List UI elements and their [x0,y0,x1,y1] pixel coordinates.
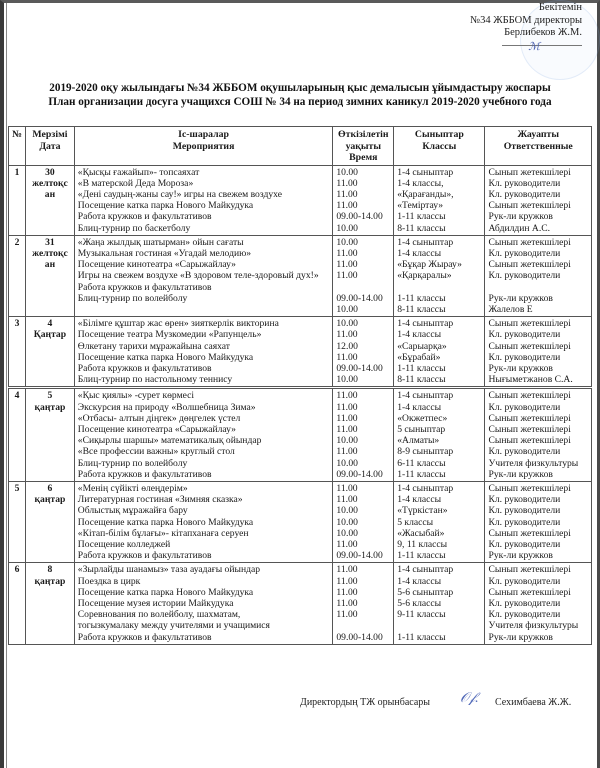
activity-item: «Кітап-білім бұлағы»- кітапханаға серуен [77,527,249,539]
time-item: 10.00 [336,516,358,528]
activity-item: Игры на свежем воздухе «В здоровом теле-здоровый дух!» [77,270,319,282]
class-item: 1-4 классы [397,575,442,587]
responsible-item: Рук-ли кружков [488,550,553,562]
header-responsible [485,127,592,166]
responsible-item: Рук-ли кружков [488,631,553,643]
responsible-item: Сынып жетекшілері [488,423,571,435]
class-item: 1-4 сыныптар [397,318,454,330]
time-item: 11.00 [336,598,358,609]
responsible-item: Кл. руководители [488,177,561,189]
class-item: 1-4 сыныптар [397,236,454,248]
row-date [26,388,75,482]
time-item: 10.00 [336,166,358,178]
table-row [9,235,592,316]
time-item: 10.00 [336,236,358,248]
time-item [336,282,390,293]
activity-item: Работа кружков и факультативов [77,281,212,293]
activity-item: тогызкумалаку между учителями и учащимися [77,620,270,632]
header-classes [394,127,485,166]
row-classes [394,481,485,562]
date-part: 4 [47,318,53,330]
header-classes-kz: Сыныптар [414,129,464,140]
activity-item: Посещение кинотеатра «Сарыжайлау» [77,423,236,435]
header-time-kz2: уақыты [345,140,382,152]
time-item: 11.00 [336,538,358,550]
class-item: 9-11 классы [397,609,446,621]
time-item: 11.00 [336,586,358,598]
responsible-item: Жалелов Е [488,303,533,315]
time-item: 10.00 [336,505,358,517]
class-item: 5 классы [397,516,434,528]
time-item: 11.00 [336,188,358,200]
row-times [333,481,394,562]
time-item: 11.00 [336,259,358,271]
header-activities-ru: Мероприятия [172,140,235,152]
date-part: қаңтар [34,575,66,587]
row-date [26,317,75,388]
class-item: «Теміртау» [397,200,444,212]
time-item: 09.00-14.00 [336,468,383,480]
responsible-item: Кл. руководители [488,401,561,413]
handwritten-signature-icon: 𝒪𝒻. [460,691,479,706]
class-item: 5-6 классы [397,598,442,609]
header-time-ru: Время [349,152,378,163]
activity-item: Работа кружков и факультативов [77,550,212,562]
responsible-item: Сынып жетекшілері [488,527,571,539]
activity-item: Өлкетану тарихи мұражайына саяхат [77,340,230,352]
date-part: 30 [45,166,55,178]
activity-item: Поездка в цирк [77,575,141,587]
activity-item: Соревнования по волейболу, шахматам, [77,609,241,621]
time-item: 10.00 [336,527,358,539]
responsible-item: Сынып жетекшілері [488,390,571,402]
activity-item: Блиц-турнир по баскетболу [77,222,191,234]
time-item: 11.00 [336,200,358,212]
document-titles [0,81,600,109]
activity-item: Музыкальная гостиная «Угадай мелодию» [77,247,252,259]
responsible-item: Кл. руководители [488,494,561,506]
responsible-item: Кл. руководители [488,516,561,528]
activity-item: «В матерской Деда Мороза» [77,177,194,189]
time-item: 11.00 [336,177,358,189]
row-number: 3 [9,317,26,388]
table-row [9,563,592,644]
class-item: 5-6 сыныптар [397,586,454,598]
row-date [26,165,75,235]
date-part: желтоқс [32,177,68,189]
class-item: 5 сыныптар [397,423,446,435]
time-item: 11.00 [336,412,358,424]
class-item: «Окжетпес» [397,412,448,424]
activity-item: «Сиқырлы шаршы» математикалық ойындар [77,435,262,447]
time-item: 11.00 [336,390,358,402]
class-item: 1-11 классы [397,292,446,304]
class-item: 8-11 классы [397,374,446,386]
class-item: «Бұрабай» [397,351,441,363]
date-part: желтоқс [32,247,68,259]
header-date-ru: Дата [39,140,61,152]
time-item: 11.00 [336,446,358,458]
table-row [9,481,592,562]
time-item: 11.00 [336,564,358,576]
class-item: 1-11 классы [397,550,446,562]
time-item: 11.00 [336,329,358,341]
class-item: 1-11 классы [397,468,446,480]
class-item: «Сарыарқа» [397,340,447,352]
approval-signature-line [502,40,582,46]
row-activities [74,481,333,562]
responsible-item: Сынып жетекшілері [488,340,571,352]
responsible-item: Кл. руководители [488,188,561,200]
activity-item: Работа кружков и факультативов [77,631,212,643]
row-times [333,317,394,388]
row-classes [394,317,485,388]
class-item: 8-11 классы [397,222,446,234]
row-date [26,563,75,644]
row-activities [74,235,333,316]
activity-item: Посещение катка парка Нового Майкудука [77,351,254,363]
class-item: «Жасыбай» [397,527,445,539]
row-responsible [485,481,592,562]
row-activities [74,165,333,235]
row-times [333,165,394,235]
activity-item: «Қыс қиялы» -сурет көрмесі [77,390,195,402]
class-item: 8-9 сыныптар [397,446,454,458]
row-number: 5 [9,481,26,562]
time-item: 11.00 [336,609,358,621]
time-item: 09.00-14.00 [336,631,383,643]
responsible-item: Кл. руководители [488,329,561,341]
activity-item: Блиц-турнир по настольному теннису [77,374,233,386]
header-time-kz1: Өткізілетін [338,129,389,140]
header-activities-kz: Іс-шаралар [178,129,229,140]
time-item: 10.00 [336,457,358,469]
responsible-item: Рук-ли кружков [488,211,553,223]
row-responsible [485,388,592,482]
activity-item: «Менің сүйікті өлеңдерім» [77,482,188,494]
header-date [26,127,75,166]
row-times [333,563,394,644]
date-part: Қаңтар [33,329,67,341]
activity-item: «Все профессии важны» круглый стол [77,446,235,458]
activity-item: Работа кружков и факультативов [77,211,212,223]
header-time [333,127,394,166]
table-row [9,317,592,388]
responsible-item: Сынып жетекшілері [488,318,571,330]
title-kazakh: 2019-2020 оқу жылындағы №34 ЖББОМ оқушыларының қыс демалысын ұйымдастыру жоспары [49,82,551,94]
activity-item: «Дені саудың-жаны сау!» игры на свежем воздухе [77,188,282,200]
header-date-kz: Мерзімі [32,129,68,140]
time-item: 11.00 [336,575,358,587]
header-classes-ru: Классы [422,140,457,152]
activity-item: «Қысқы ғажайып»- топсаяхат [77,166,200,178]
responsible-item: Сынып жетекшілері [488,564,571,576]
class-item [397,282,481,293]
date-part: ан [44,188,56,200]
row-number: 6 [9,563,26,644]
responsible-item: Рук-ли кружков [488,362,553,374]
responsible-item: Рук-ли кружков [488,468,553,480]
row-classes [394,165,485,235]
row-responsible [485,235,592,316]
approval-position: №34 ЖББОМ директоры [470,14,582,26]
activity-item: Посещение театра Музкомедии «Рапунцель» [77,329,262,341]
time-item: 11.00 [336,401,358,413]
time-item: 11.00 [336,482,358,494]
class-item: 1-11 классы [397,362,446,374]
time-item: 10.00 [336,222,358,234]
deputy-role: Директордың ТЖ орынбасары [300,697,430,708]
date-part: қаңтар [34,401,66,413]
class-item: 1-11 классы [397,631,446,643]
responsible-item: Учителя физкультуры [488,457,579,469]
responsible-item: Сынып жетекшілері [488,412,571,424]
row-classes [394,388,485,482]
table-row [9,165,592,235]
table-header-row [9,127,592,166]
responsible-item: Сынып жетекшілері [488,200,571,212]
responsible-item: Рук-ли кружков [488,292,553,304]
activity-item: «Зырлайды шанамыз» таза ауадағы ойындар [77,564,261,576]
table-row [9,388,592,482]
header-number: № [9,127,26,166]
responsible-item: Сынып жетекшілері [488,435,571,447]
time-item: 09.00-14.00 [336,292,383,304]
activity-item: «Білімге құштар жас өрен» зияткерлік викторина [77,318,279,330]
class-item: 8-11 классы [397,303,446,315]
time-item: 11.00 [336,270,358,282]
responsible-item: Сынып жетекшілері [488,482,571,494]
header-responsible-ru: Ответственные [503,140,573,152]
row-activities [74,317,333,388]
row-times [333,235,394,316]
row-times [333,388,394,482]
director-signature-icon: ℳ [528,41,540,53]
class-item: 1-4 классы [397,401,442,413]
time-item: 11.00 [336,247,358,259]
responsible-item: Кл. руководители [488,446,561,458]
activity-item: Работа кружков и факультативов [77,362,212,374]
row-activities [74,563,333,644]
time-item: 12.00 [336,340,358,352]
responsible-item: Кл. руководители [488,247,561,259]
activity-item: Блиц-турнир по волейболу [77,457,188,469]
responsible-item: Кл. руководители [488,609,561,621]
row-activities [74,388,333,482]
class-item: «Қарағанды», [397,188,454,200]
activity-item: «Жаңа жылдық шатырман» ойын сағаты [77,236,244,248]
approval-heading: Бекітемін [538,2,582,13]
responsible-item: Нығыметжанов С.А. [488,374,573,386]
class-item: 1-4 сыныптар [397,482,454,494]
activity-item: Посещение колледжей [77,538,171,550]
date-part: 8 [47,564,53,576]
time-item: 11.00 [336,351,358,363]
activity-item: Посещение катка парка Нового Майкудука [77,200,254,212]
row-responsible [485,165,592,235]
class-item: 1-4 сыныптар [397,166,454,178]
class-item: 6-11 классы [397,457,446,469]
responsible-item: Кл. руководители [488,575,561,587]
class-item: «Түркістан» [397,505,448,517]
class-item: «Қарқаралы» [397,270,452,282]
time-item: 09.00-14.00 [336,211,383,223]
responsible-item [488,282,588,293]
date-part: 6 [47,482,53,494]
class-item: «Бұқар Жырау» [397,259,462,271]
header-responsible-kz: Жауапты [517,129,559,140]
activity-plan-table [8,126,592,645]
approval-block [470,2,582,46]
date-part: 5 [47,390,53,402]
class-item: 1-4 сыныптар [397,564,454,576]
class-item: 1-11 классы [397,211,446,223]
time-item: 09.00-14.00 [336,362,383,374]
class-item: 1-4 классы [397,247,442,259]
time-item: 10.00 [336,374,358,386]
activity-item: Экскурсия на природу «Волшебница Зима» [77,401,256,413]
row-date [26,235,75,316]
deputy-name: Сехимбаева Ж.Ж. [495,697,572,708]
table-body [9,165,592,644]
row-responsible [485,563,592,644]
class-item: 1-4 классы [397,329,442,341]
class-item: 1-4 классы [397,494,442,506]
responsible-item: Учителя физкультуры [488,620,579,632]
activity-item: Блиц-турнир по волейболу [77,292,188,304]
responsible-item: Сынып жетекшілері [488,586,571,598]
responsible-item: Сынып жетекшілері [488,166,571,178]
responsible-item: Сынып жетекшілері [488,236,571,248]
activity-item: Работа кружков и факультативов [77,468,212,480]
responsible-item: Абдилдин А.С. [488,222,551,234]
activity-item: Облыстық мұражайға бару [77,505,188,517]
responsible-item: Кл. руководители [488,505,561,517]
title-russian: План организации досуга учащихся СОШ № 34 на период зимних каникул 2019-2020 учебного года [48,96,552,108]
time-item: 10.00 [336,303,358,315]
row-classes [394,563,485,644]
row-number: 2 [9,235,26,316]
class-item: «Алматы» [397,435,440,447]
responsible-item: Кл. руководители [488,351,561,363]
responsible-item: Кл. руководители [488,538,561,550]
time-item: 09.00-14.00 [336,550,383,562]
class-item [397,620,481,631]
date-part: қаңтар [34,494,66,506]
row-responsible [485,317,592,388]
responsible-item: Кл. руководители [488,270,561,282]
activity-item: Литературная гостиная «Зимняя сказка» [77,494,243,506]
row-number: 4 [9,388,26,482]
time-item: 11.00 [336,494,358,506]
activity-item: Посещение музея истории Майкудука [77,598,234,609]
responsible-item: Сынып жетекшілері [488,259,571,271]
row-date [26,481,75,562]
class-item: 9, 11 классы [397,538,448,550]
class-item: 1-4 сыныптар [397,390,454,402]
time-item: 10.00 [336,318,358,330]
time-item [336,620,390,631]
activity-item: Посещение катка парка Нового Майкудука [77,586,254,598]
activity-item: Посещение кинотеатра «Сарыжайлау» [77,259,236,271]
approval-director-name: Берлибеков Ж.М. [504,27,582,38]
row-number: 1 [9,165,26,235]
date-part: 31 [45,236,55,248]
activity-item: Посещение катка парка Нового Майкудука [77,516,254,528]
time-item: 11.00 [336,423,358,435]
time-item: 10.00 [336,435,358,447]
activity-item: «Отбасы- алтын діңгек» дөңгелек үстел [77,412,241,424]
row-classes [394,235,485,316]
date-part: ан [44,259,56,271]
responsible-item: Кл. руководители [488,598,561,609]
class-item: 1-4 классы, [397,177,444,189]
header-activities [74,127,333,166]
